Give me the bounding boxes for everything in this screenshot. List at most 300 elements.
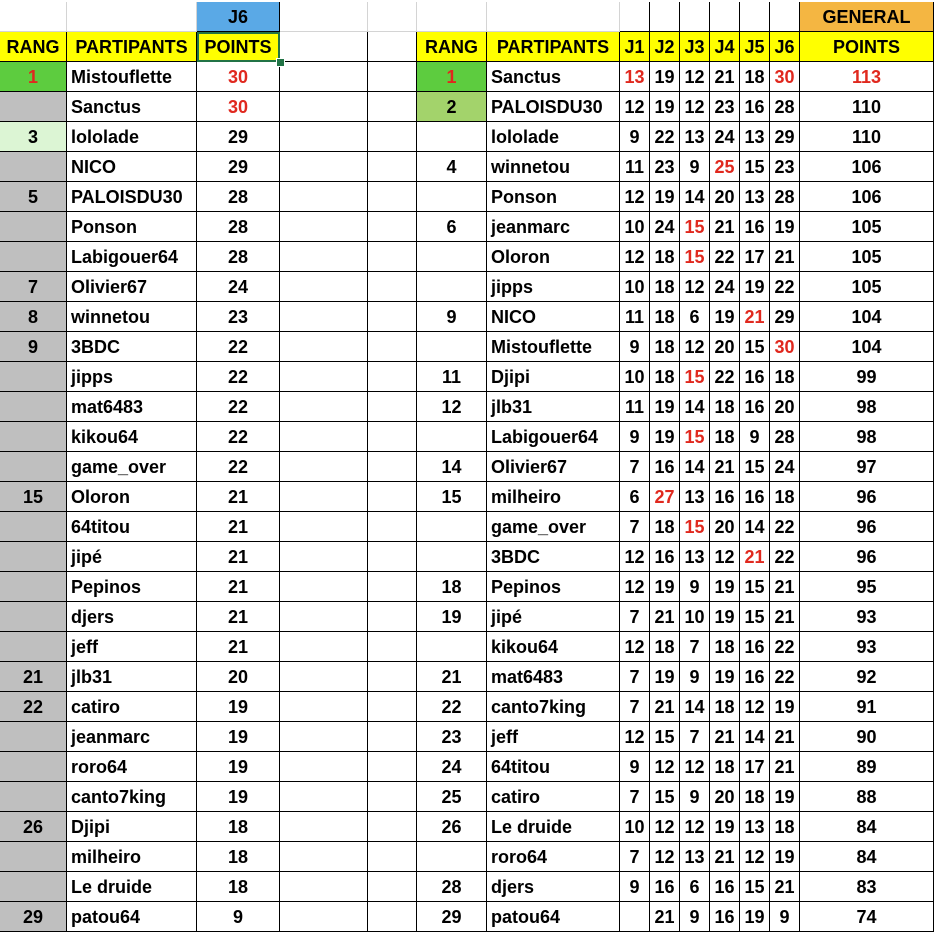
day-j2-cell[interactable]: 18 — [650, 272, 680, 302]
total-points-cell[interactable]: 90 — [800, 722, 934, 752]
rank-cell[interactable]: 18 — [417, 572, 487, 602]
rank-cell[interactable]: 28 — [417, 872, 487, 902]
day-j2-cell[interactable]: 15 — [650, 782, 680, 812]
total-points-cell[interactable]: 105 — [800, 212, 934, 242]
day-j6-cell[interactable]: 18 — [770, 362, 800, 392]
day-j1-cell[interactable]: 10 — [620, 272, 650, 302]
day-j2-cell[interactable]: 19 — [650, 392, 680, 422]
day-j4-cell[interactable]: 12 — [710, 542, 740, 572]
participant-name[interactable]: winnetou — [67, 302, 197, 332]
participant-name[interactable]: mat6483 — [487, 662, 620, 692]
day-j1-cell[interactable]: 7 — [620, 782, 650, 812]
rank-cell[interactable] — [417, 542, 487, 572]
participant-name[interactable]: Ponson — [487, 182, 620, 212]
empty-cell[interactable] — [368, 422, 417, 452]
rank-cell[interactable] — [417, 122, 487, 152]
empty-cell[interactable] — [368, 872, 417, 902]
day-j1-cell[interactable]: 7 — [620, 842, 650, 872]
empty-cell[interactable] — [368, 362, 417, 392]
day-j5-cell[interactable]: 17 — [740, 752, 770, 782]
empty-cell[interactable] — [280, 542, 368, 572]
empty-cell[interactable] — [280, 812, 368, 842]
participant-name[interactable]: Le druide — [487, 812, 620, 842]
empty-cell[interactable] — [368, 242, 417, 272]
empty-cell[interactable] — [368, 542, 417, 572]
empty-cell[interactable] — [368, 2, 417, 32]
day-j2-cell[interactable]: 18 — [650, 332, 680, 362]
day-j5-cell[interactable]: 18 — [740, 782, 770, 812]
right-header-j2[interactable]: J2 — [650, 32, 680, 62]
day-j1-cell[interactable]: 11 — [620, 152, 650, 182]
empty-cell[interactable] — [368, 482, 417, 512]
rank-cell[interactable]: 21 — [0, 662, 67, 692]
empty-cell[interactable] — [368, 272, 417, 302]
empty-cell[interactable] — [368, 752, 417, 782]
day-j6-cell[interactable]: 28 — [770, 92, 800, 122]
total-points-cell[interactable]: 95 — [800, 572, 934, 602]
day-j3-cell[interactable]: 15 — [680, 512, 710, 542]
empty-cell[interactable] — [368, 302, 417, 332]
day-j2-cell[interactable]: 19 — [650, 92, 680, 122]
total-points-cell[interactable]: 92 — [800, 662, 934, 692]
day-j5-cell[interactable]: 9 — [740, 422, 770, 452]
empty-cell[interactable] — [280, 2, 368, 32]
day-j4-cell[interactable]: 21 — [710, 722, 740, 752]
empty-cell[interactable] — [368, 32, 417, 62]
day-j3-cell[interactable]: 15 — [680, 242, 710, 272]
day-j4-cell[interactable]: 25 — [710, 152, 740, 182]
participant-name[interactable]: 3BDC — [67, 332, 197, 362]
points-cell[interactable]: 22 — [197, 422, 280, 452]
empty-cell[interactable] — [680, 2, 710, 32]
day-j2-cell[interactable]: 23 — [650, 152, 680, 182]
day-j6-cell[interactable]: 19 — [770, 782, 800, 812]
participant-name[interactable]: canto7king — [67, 782, 197, 812]
rank-cell[interactable]: 3 — [0, 122, 67, 152]
total-points-cell[interactable]: 84 — [800, 812, 934, 842]
rank-cell[interactable] — [417, 272, 487, 302]
day-j3-cell[interactable]: 12 — [680, 332, 710, 362]
participant-name[interactable]: Sanctus — [487, 62, 620, 92]
day-j2-cell[interactable]: 16 — [650, 872, 680, 902]
rank-cell[interactable]: 2 — [417, 92, 487, 122]
empty-cell[interactable] — [417, 2, 487, 32]
total-points-cell[interactable]: 84 — [800, 842, 934, 872]
empty-cell[interactable] — [280, 182, 368, 212]
rank-cell[interactable]: 9 — [417, 302, 487, 332]
day-j3-cell[interactable]: 13 — [680, 122, 710, 152]
day-j4-cell[interactable]: 20 — [710, 332, 740, 362]
day-j6-cell[interactable]: 30 — [770, 332, 800, 362]
points-cell[interactable]: 22 — [197, 362, 280, 392]
rank-cell[interactable]: 11 — [417, 362, 487, 392]
total-points-cell[interactable]: 105 — [800, 272, 934, 302]
empty-cell[interactable] — [280, 272, 368, 302]
empty-cell[interactable] — [280, 482, 368, 512]
j6-header-cell[interactable]: J6 — [197, 2, 280, 32]
rank-cell[interactable] — [0, 242, 67, 272]
day-j3-cell[interactable]: 12 — [680, 752, 710, 782]
participant-name[interactable]: mat6483 — [67, 392, 197, 422]
total-points-cell[interactable]: 99 — [800, 362, 934, 392]
points-cell[interactable]: 22 — [197, 392, 280, 422]
day-j4-cell[interactable]: 18 — [710, 692, 740, 722]
left-header-points[interactable]: POINTS — [197, 32, 280, 62]
rank-cell[interactable]: 26 — [417, 812, 487, 842]
day-j3-cell[interactable]: 15 — [680, 212, 710, 242]
day-j4-cell[interactable]: 20 — [710, 512, 740, 542]
empty-cell[interactable] — [368, 122, 417, 152]
total-points-cell[interactable]: 110 — [800, 122, 934, 152]
rank-cell[interactable]: 19 — [417, 602, 487, 632]
points-cell[interactable]: 20 — [197, 662, 280, 692]
empty-cell[interactable] — [280, 512, 368, 542]
empty-cell[interactable] — [280, 392, 368, 422]
total-points-cell[interactable]: 96 — [800, 512, 934, 542]
participant-name[interactable]: PALOISDU30 — [67, 182, 197, 212]
day-j6-cell[interactable]: 19 — [770, 212, 800, 242]
day-j2-cell[interactable]: 21 — [650, 602, 680, 632]
participant-name[interactable]: patou64 — [67, 902, 197, 932]
day-j3-cell[interactable]: 9 — [680, 152, 710, 182]
participant-name[interactable]: game_over — [487, 512, 620, 542]
day-j3-cell[interactable]: 15 — [680, 362, 710, 392]
day-j5-cell[interactable]: 13 — [740, 122, 770, 152]
participant-name[interactable]: catiro — [487, 782, 620, 812]
participant-name[interactable]: milheiro — [67, 842, 197, 872]
day-j2-cell[interactable]: 21 — [650, 692, 680, 722]
participant-name[interactable]: Oloron — [487, 242, 620, 272]
day-j5-cell[interactable]: 16 — [740, 392, 770, 422]
empty-cell[interactable] — [740, 2, 770, 32]
day-j3-cell[interactable]: 6 — [680, 872, 710, 902]
day-j4-cell[interactable]: 16 — [710, 872, 740, 902]
day-j1-cell[interactable]: 12 — [620, 722, 650, 752]
rank-cell[interactable] — [417, 182, 487, 212]
total-points-cell[interactable]: 110 — [800, 92, 934, 122]
day-j3-cell[interactable]: 12 — [680, 62, 710, 92]
rank-cell[interactable] — [0, 92, 67, 122]
empty-cell[interactable] — [280, 332, 368, 362]
right-header-j6[interactable]: J6 — [770, 32, 800, 62]
participant-name[interactable]: kikou64 — [487, 632, 620, 662]
day-j6-cell[interactable]: 19 — [770, 692, 800, 722]
day-j6-cell[interactable]: 30 — [770, 62, 800, 92]
day-j3-cell[interactable]: 14 — [680, 392, 710, 422]
day-j5-cell[interactable]: 15 — [740, 332, 770, 362]
empty-cell[interactable] — [368, 512, 417, 542]
day-j3-cell[interactable]: 10 — [680, 602, 710, 632]
rank-cell[interactable] — [417, 632, 487, 662]
day-j2-cell[interactable]: 15 — [650, 722, 680, 752]
empty-cell[interactable] — [280, 92, 368, 122]
day-j4-cell[interactable]: 18 — [710, 752, 740, 782]
rank-cell[interactable] — [417, 332, 487, 362]
participant-name[interactable]: Djipi — [487, 362, 620, 392]
day-j3-cell[interactable]: 9 — [680, 902, 710, 932]
day-j2-cell[interactable]: 18 — [650, 302, 680, 332]
empty-cell[interactable] — [0, 2, 67, 32]
empty-cell[interactable] — [280, 632, 368, 662]
participant-name[interactable]: djers — [487, 872, 620, 902]
day-j6-cell[interactable]: 29 — [770, 302, 800, 332]
day-j4-cell[interactable]: 24 — [710, 122, 740, 152]
participant-name[interactable]: lololade — [487, 122, 620, 152]
participant-name[interactable]: jlb31 — [487, 392, 620, 422]
day-j1-cell[interactable]: 12 — [620, 572, 650, 602]
day-j2-cell[interactable]: 21 — [650, 902, 680, 932]
empty-cell[interactable] — [770, 2, 800, 32]
points-cell[interactable]: 29 — [197, 122, 280, 152]
day-j5-cell[interactable]: 16 — [740, 662, 770, 692]
day-j4-cell[interactable]: 19 — [710, 302, 740, 332]
day-j3-cell[interactable]: 14 — [680, 182, 710, 212]
rank-cell[interactable] — [0, 152, 67, 182]
day-j2-cell[interactable]: 12 — [650, 752, 680, 782]
participant-name[interactable]: djers — [67, 602, 197, 632]
rank-cell[interactable] — [417, 242, 487, 272]
day-j1-cell[interactable]: 9 — [620, 422, 650, 452]
day-j4-cell[interactable]: 22 — [710, 242, 740, 272]
day-j1-cell[interactable]: 12 — [620, 242, 650, 272]
day-j6-cell[interactable]: 21 — [770, 242, 800, 272]
participant-name[interactable]: game_over — [67, 452, 197, 482]
empty-cell[interactable] — [280, 782, 368, 812]
participant-name[interactable]: Olivier67 — [67, 272, 197, 302]
total-points-cell[interactable]: 88 — [800, 782, 934, 812]
rank-cell[interactable]: 1 — [417, 62, 487, 92]
day-j1-cell[interactable]: 7 — [620, 602, 650, 632]
empty-cell[interactable] — [368, 92, 417, 122]
empty-cell[interactable] — [280, 212, 368, 242]
participant-name[interactable]: Mistouflette — [67, 62, 197, 92]
empty-cell[interactable] — [368, 452, 417, 482]
day-j2-cell[interactable]: 16 — [650, 452, 680, 482]
empty-cell[interactable] — [368, 722, 417, 752]
points-cell[interactable]: 21 — [197, 542, 280, 572]
day-j4-cell[interactable]: 23 — [710, 92, 740, 122]
participant-name[interactable]: jeanmarc — [67, 722, 197, 752]
empty-cell[interactable] — [280, 662, 368, 692]
participant-name[interactable]: winnetou — [487, 152, 620, 182]
empty-cell[interactable] — [368, 392, 417, 422]
points-cell[interactable]: 22 — [197, 332, 280, 362]
points-cell[interactable]: 21 — [197, 632, 280, 662]
day-j3-cell[interactable]: 7 — [680, 632, 710, 662]
day-j1-cell[interactable]: 13 — [620, 62, 650, 92]
day-j1-cell[interactable]: 12 — [620, 632, 650, 662]
empty-cell[interactable] — [280, 302, 368, 332]
day-j1-cell[interactable]: 10 — [620, 812, 650, 842]
empty-cell[interactable] — [280, 242, 368, 272]
rank-cell[interactable] — [0, 752, 67, 782]
day-j1-cell[interactable]: 9 — [620, 752, 650, 782]
total-points-cell[interactable]: 98 — [800, 422, 934, 452]
participant-name[interactable]: jipé — [67, 542, 197, 572]
participant-name[interactable]: lololade — [67, 122, 197, 152]
empty-cell[interactable] — [620, 2, 650, 32]
participant-name[interactable]: patou64 — [487, 902, 620, 932]
empty-cell[interactable] — [280, 62, 368, 92]
day-j4-cell[interactable]: 20 — [710, 782, 740, 812]
day-j6-cell[interactable]: 21 — [770, 722, 800, 752]
participant-name[interactable]: Ponson — [67, 212, 197, 242]
day-j4-cell[interactable]: 21 — [710, 62, 740, 92]
participant-name[interactable]: Pepinos — [67, 572, 197, 602]
empty-cell[interactable] — [368, 212, 417, 242]
rank-cell[interactable]: 7 — [0, 272, 67, 302]
day-j2-cell[interactable]: 19 — [650, 662, 680, 692]
rank-cell[interactable]: 4 — [417, 152, 487, 182]
participant-name[interactable]: Mistouflette — [487, 332, 620, 362]
rank-cell[interactable]: 5 — [0, 182, 67, 212]
day-j3-cell[interactable]: 12 — [680, 92, 710, 122]
day-j4-cell[interactable]: 18 — [710, 632, 740, 662]
total-points-cell[interactable]: 98 — [800, 392, 934, 422]
participant-name[interactable]: jeff — [487, 722, 620, 752]
empty-cell[interactable] — [280, 572, 368, 602]
total-points-cell[interactable]: 89 — [800, 752, 934, 782]
day-j1-cell[interactable]: 12 — [620, 92, 650, 122]
empty-cell[interactable] — [368, 332, 417, 362]
points-cell[interactable]: 30 — [197, 62, 280, 92]
day-j5-cell[interactable]: 16 — [740, 362, 770, 392]
rank-cell[interactable] — [0, 842, 67, 872]
participant-name[interactable]: Olivier67 — [487, 452, 620, 482]
participant-name[interactable]: 64titou — [67, 512, 197, 542]
total-points-cell[interactable]: 113 — [800, 62, 934, 92]
rank-cell[interactable] — [0, 542, 67, 572]
right-header-rang[interactable]: RANG — [417, 32, 487, 62]
total-points-cell[interactable]: 104 — [800, 332, 934, 362]
empty-cell[interactable] — [368, 632, 417, 662]
rank-cell[interactable] — [0, 872, 67, 902]
empty-cell[interactable] — [368, 782, 417, 812]
participant-name[interactable]: roro64 — [487, 842, 620, 872]
rank-cell[interactable]: 8 — [0, 302, 67, 332]
day-j4-cell[interactable]: 22 — [710, 362, 740, 392]
day-j3-cell[interactable]: 13 — [680, 542, 710, 572]
day-j5-cell[interactable]: 17 — [740, 242, 770, 272]
day-j6-cell[interactable]: 24 — [770, 452, 800, 482]
empty-cell[interactable] — [650, 2, 680, 32]
right-header-points[interactable]: POINTS — [800, 32, 934, 62]
points-cell[interactable]: 24 — [197, 272, 280, 302]
total-points-cell[interactable]: 105 — [800, 242, 934, 272]
day-j3-cell[interactable]: 12 — [680, 272, 710, 302]
empty-cell[interactable] — [280, 32, 368, 62]
rank-cell[interactable]: 15 — [0, 482, 67, 512]
total-points-cell[interactable]: 96 — [800, 482, 934, 512]
rank-cell[interactable]: 6 — [417, 212, 487, 242]
day-j3-cell[interactable]: 12 — [680, 812, 710, 842]
empty-cell[interactable] — [280, 152, 368, 182]
day-j1-cell[interactable]: 7 — [620, 452, 650, 482]
participant-name[interactable]: PALOISDU30 — [487, 92, 620, 122]
participant-name[interactable]: Pepinos — [487, 572, 620, 602]
day-j1-cell[interactable]: 12 — [620, 542, 650, 572]
total-points-cell[interactable]: 104 — [800, 302, 934, 332]
rank-cell[interactable] — [417, 512, 487, 542]
participant-name[interactable]: Labigouer64 — [487, 422, 620, 452]
points-cell[interactable]: 28 — [197, 212, 280, 242]
participant-name[interactable]: Djipi — [67, 812, 197, 842]
day-j3-cell[interactable]: 15 — [680, 422, 710, 452]
points-cell[interactable]: 19 — [197, 752, 280, 782]
day-j6-cell[interactable]: 21 — [770, 602, 800, 632]
points-cell[interactable]: 19 — [197, 722, 280, 752]
day-j5-cell[interactable]: 16 — [740, 212, 770, 242]
day-j5-cell[interactable]: 14 — [740, 512, 770, 542]
total-points-cell[interactable]: 96 — [800, 542, 934, 572]
empty-cell[interactable] — [280, 722, 368, 752]
right-header-partipants[interactable]: PARTIPANTS — [487, 32, 620, 62]
day-j5-cell[interactable]: 16 — [740, 632, 770, 662]
day-j6-cell[interactable]: 21 — [770, 572, 800, 602]
participant-name[interactable]: NICO — [487, 302, 620, 332]
empty-cell[interactable] — [280, 902, 368, 932]
rank-cell[interactable]: 9 — [0, 332, 67, 362]
rank-cell[interactable] — [0, 722, 67, 752]
day-j3-cell[interactable]: 7 — [680, 722, 710, 752]
day-j6-cell[interactable]: 21 — [770, 752, 800, 782]
points-cell[interactable]: 21 — [197, 602, 280, 632]
empty-cell[interactable] — [368, 602, 417, 632]
day-j5-cell[interactable]: 18 — [740, 62, 770, 92]
day-j2-cell[interactable]: 18 — [650, 362, 680, 392]
rank-cell[interactable]: 29 — [417, 902, 487, 932]
empty-cell[interactable] — [368, 152, 417, 182]
day-j1-cell[interactable]: 11 — [620, 302, 650, 332]
points-cell[interactable]: 28 — [197, 242, 280, 272]
day-j1-cell[interactable]: 6 — [620, 482, 650, 512]
day-j4-cell[interactable]: 19 — [710, 812, 740, 842]
day-j4-cell[interactable]: 20 — [710, 182, 740, 212]
day-j1-cell[interactable]: 7 — [620, 692, 650, 722]
empty-cell[interactable] — [368, 842, 417, 872]
day-j6-cell[interactable]: 29 — [770, 122, 800, 152]
day-j2-cell[interactable]: 18 — [650, 632, 680, 662]
points-cell[interactable]: 19 — [197, 692, 280, 722]
day-j2-cell[interactable]: 19 — [650, 422, 680, 452]
rank-cell[interactable] — [417, 422, 487, 452]
empty-cell[interactable] — [710, 2, 740, 32]
empty-cell[interactable] — [67, 2, 197, 32]
day-j1-cell[interactable]: 10 — [620, 212, 650, 242]
day-j6-cell[interactable]: 22 — [770, 632, 800, 662]
empty-cell[interactable] — [280, 122, 368, 152]
day-j5-cell[interactable]: 15 — [740, 602, 770, 632]
day-j4-cell[interactable]: 18 — [710, 392, 740, 422]
day-j1-cell[interactable]: 7 — [620, 662, 650, 692]
right-header-j4[interactable]: J4 — [710, 32, 740, 62]
day-j2-cell[interactable]: 18 — [650, 512, 680, 542]
empty-cell[interactable] — [368, 182, 417, 212]
day-j6-cell[interactable]: 18 — [770, 812, 800, 842]
day-j6-cell[interactable]: 22 — [770, 272, 800, 302]
empty-cell[interactable] — [280, 752, 368, 782]
day-j5-cell[interactable]: 13 — [740, 182, 770, 212]
points-cell[interactable]: 30 — [197, 92, 280, 122]
day-j3-cell[interactable]: 9 — [680, 572, 710, 602]
empty-cell[interactable] — [280, 692, 368, 722]
day-j4-cell[interactable]: 21 — [710, 452, 740, 482]
day-j3-cell[interactable]: 9 — [680, 782, 710, 812]
day-j3-cell[interactable]: 14 — [680, 452, 710, 482]
day-j1-cell[interactable]: 9 — [620, 332, 650, 362]
day-j2-cell[interactable]: 19 — [650, 182, 680, 212]
day-j5-cell[interactable]: 15 — [740, 572, 770, 602]
